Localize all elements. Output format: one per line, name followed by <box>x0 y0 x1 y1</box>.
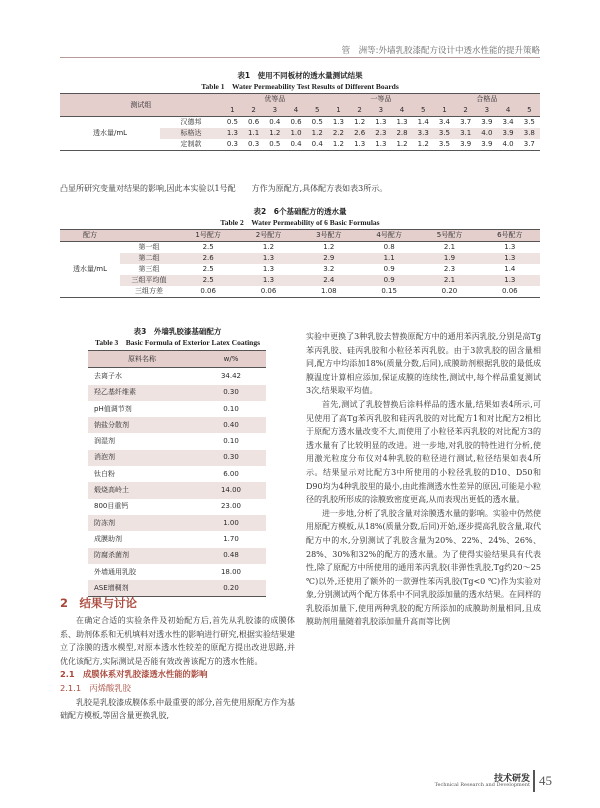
table1-index-cell: 4 <box>293 106 299 114</box>
table1-group-header: 一等品 <box>370 95 392 103</box>
table3 <box>88 350 266 597</box>
table3-row <box>88 531 266 547</box>
table2-value-cell: 2.4 <box>323 276 335 284</box>
table3-value-cell: 14.00 <box>220 486 242 495</box>
table3-value-cell: 1.70 <box>223 534 239 543</box>
table1-value-cell: 1.3 <box>354 140 366 148</box>
footer-divider <box>533 770 535 792</box>
table2-value-cell: 1.4 <box>504 265 516 273</box>
table3-material-cell: 润湿剂 <box>94 437 115 446</box>
table1-value-cell: 0.6 <box>248 118 260 126</box>
table1-value-cell: 0.4 <box>269 118 281 126</box>
table3-value-cell: 23.00 <box>220 502 242 511</box>
table1-value-cell: 3.5 <box>438 140 451 148</box>
table2-value-cell: 2.6 <box>202 254 214 262</box>
paragraph: 进一步地,分析了乳胶含量对涂膜透水量的影响。实验中仍然使用原配方模板,从18%(质量分数,后同)开始,逐步提高乳胶含量,取代配方中的水,分别测试了乳胶含量为20%、22%、24%、26%、28%、30%和32%的配方的透水量。为了使得实验结果具有代表性,除了原配方中所使用的通用苯丙乳胶(非弹性乳胶,Tg约20～25 ℃)以外,还使用了额外的一款弹性苯丙乳胶(Tg<0 ℃)作为实验对象,分别测试两个配方体系中不同乳胶添加量的透水结果。在同样的乳胶添加量下,使用两种乳胶的配方所添加的成膜助剂量相同,且成膜助剂用量随着乳胶添加量升高而等比例 <box>306 508 541 627</box>
table2-value-cell: 0.20 <box>441 287 458 295</box>
table1-row-label: 汉德邦 <box>180 118 202 126</box>
table2-value-cell: 0.06 <box>502 287 518 295</box>
table3-header-cell: 原料名称 <box>128 354 156 363</box>
table2-value-cell: 1.3 <box>262 254 275 262</box>
table1-value-cell: 2.3 <box>375 129 387 137</box>
table2-value-cell: 0.9 <box>383 276 395 284</box>
table1-index-cell: 1 <box>442 106 447 114</box>
table2-value-cell: 0.9 <box>383 265 395 273</box>
table3-value-cell: 18.00 <box>220 567 242 576</box>
table1-value-cell: 0.4 <box>290 140 302 148</box>
table1-value-cell: 2.6 <box>354 129 366 137</box>
table3-material-cell: 钠盐分散剂 <box>94 420 129 429</box>
table3-header-cell: w/% <box>223 354 239 363</box>
table2-value-cell: 0.8 <box>383 243 395 251</box>
table2-row-label: 三组方差 <box>135 287 163 295</box>
table1-value-cell: 3.9 <box>502 129 514 137</box>
table3-row <box>88 564 266 580</box>
table3-row <box>88 466 266 482</box>
table2-value-cell: 2.5 <box>202 243 214 251</box>
table1-value-cell: 3.1 <box>460 129 472 137</box>
table2-header-cell: 6号配方 <box>497 231 523 239</box>
table2-row-label: 第三组 <box>138 265 160 273</box>
table3-material-cell: ASE增稠剂 <box>94 583 129 592</box>
table2-value-cell: 2.9 <box>323 254 335 262</box>
table3-caption-zh: 表3 外墙乳胶漆基础配方 <box>133 327 222 336</box>
table3-row <box>88 385 266 401</box>
table1-value-cell: 1.2 <box>417 140 429 148</box>
table2-value-cell: 0.06 <box>260 287 277 295</box>
table2-value-cell: 1.3 <box>504 243 516 251</box>
table1-caption-zh: 表1 使用不同板材的透水量测试结果 <box>237 71 363 80</box>
table1-index-cell: 3 <box>378 106 384 114</box>
table1-value-cell: 3.9 <box>460 140 472 148</box>
table1-value-cell: 4.0 <box>502 140 514 148</box>
table1-value-cell: 3.7 <box>460 118 472 126</box>
table1-index-cell: 5 <box>314 106 320 114</box>
table3-value-cell: 6.00 <box>223 469 239 478</box>
subsection-title: 2.1 成膜体系对乳胶漆透水性能的影响 <box>60 669 208 680</box>
table2-header-cell: 配方 <box>83 231 97 239</box>
table1-index-cell: 5 <box>527 106 532 114</box>
table1-measure-label: 透水量/mL <box>93 129 128 137</box>
table3-value-cell: 0.30 <box>223 388 239 397</box>
table3-row <box>88 401 266 417</box>
table2-caption-en: Table 2 Water Permeability of 6 Basic Formulas <box>220 218 380 227</box>
table3-material-cell: 消泡剂 <box>94 453 115 462</box>
table1-group-header: 优等品 <box>264 95 286 103</box>
table2-caption-zh: 表2 6个基础配方的透水量 <box>253 207 347 216</box>
table3-value-cell: 0.10 <box>223 404 239 413</box>
table1-caption-en: Table 1 Water Permeability Test Results of Different Boards <box>201 82 399 91</box>
table2-value-cell: 1.9 <box>443 254 456 262</box>
table3-row <box>88 368 266 385</box>
table3-row <box>88 499 266 515</box>
footer-brand: 技术研发 <box>493 774 530 784</box>
table2-header-cell: 3号配方 <box>316 231 342 239</box>
table3-material-cell: 防腐杀菌剂 <box>94 551 129 560</box>
table1-value-cell: 3.9 <box>481 118 493 126</box>
table2-value-cell: 2.1 <box>443 243 456 251</box>
table2-measure-label: 透水量/mL <box>72 265 108 273</box>
table1-value-cell: 2.8 <box>396 129 408 137</box>
paragraph: 乳胶是乳胶漆成膜体系中最重要的部分,首先使用原配方作为基础配方模板,等固含量更换乳胶, <box>60 697 295 721</box>
table1-value-cell: 0.5 <box>269 140 281 148</box>
table2-value-cell: 2.3 <box>443 265 456 273</box>
page-number: 45 <box>539 773 552 788</box>
table2-row-label: 第二组 <box>138 254 160 262</box>
table1-value-cell: 1.2 <box>396 140 408 148</box>
table1-value-cell: 0.6 <box>290 118 302 126</box>
table1-value-cell: 1.2 <box>269 129 281 137</box>
table2-value-cell: 1.2 <box>262 243 275 251</box>
paragraph: 实验中更换了3种乳胶去替换原配方中的通用苯丙乳胶,分别是高Tg苯丙乳胶、硅丙乳胶和小粒径苯丙乳胶。由于3款乳胶的固含量相同,配方中均添加18%(质量分数,后同),成膜助剂根据乳胶的最低成膜温度计算相应添加,保证成膜的连续性,测试中,每个样品重复测试3次,结果取平均值。 <box>306 332 541 396</box>
table2-value-cell: 1.1 <box>383 254 395 262</box>
table2 <box>60 229 540 298</box>
table2-value-cell: 2.1 <box>443 276 456 284</box>
table1 <box>60 93 540 151</box>
table3-material-cell: 钛白粉 <box>94 469 115 478</box>
table1-value-cell: 3.5 <box>523 118 535 126</box>
table1-index-cell: 4 <box>399 106 405 114</box>
table1-index-cell: 5 <box>421 106 426 114</box>
table3-material-cell: 羟乙基纤维素 <box>94 388 136 397</box>
table3-row <box>88 482 266 498</box>
table2-value-cell: 2.5 <box>202 276 214 284</box>
table1-value-cell: 1.3 <box>375 118 387 126</box>
paragraph: 在确定合适的实验条件及初始配方后,首先从乳胶漆的成膜体系、助剂体系和无机填料对透水性的影响进行研究,根据实验结果建立了涂膜的透水模型,对原本透水性较差的原配方提出改进思路,并优化该配方,实际测试是否能有效改善该配方的透水性能。 <box>60 616 295 666</box>
table1-index-cell: 2 <box>463 106 468 114</box>
table2-value-cell: 1.2 <box>323 243 335 251</box>
table3-row <box>88 548 266 564</box>
table2-value-cell: 1.08 <box>321 287 337 295</box>
table1-row-label: 标格达 <box>180 129 202 137</box>
table1-value-cell: 3.4 <box>438 118 451 126</box>
table3-value-cell: 0.20 <box>223 583 239 592</box>
section-title: 2 结果与讨论 <box>60 596 138 610</box>
table1-value-cell: 3.7 <box>523 140 535 148</box>
table1-value-cell: 3.3 <box>417 129 429 137</box>
header-rule <box>60 57 540 58</box>
table3-value-cell: 34.42 <box>220 371 242 380</box>
table1-value-cell: 1.3 <box>332 118 344 126</box>
table2-header-cell <box>120 230 178 242</box>
table1-value-cell: 1.1 <box>248 129 260 137</box>
text-line: 凸显所研究变量对结果的影响,因此本实验以1号配 方作为原配方,具体配方表如表3所示。 <box>60 184 388 193</box>
table1-value-cell: 1.4 <box>417 118 429 126</box>
table2-header-cell: 5号配方 <box>436 231 463 239</box>
table1-value-cell: 1.2 <box>311 129 323 137</box>
table3-value-cell: 0.40 <box>223 420 239 429</box>
table1-value-cell: 4.0 <box>481 129 493 137</box>
table3-material-cell: 外墙通用乳胶 <box>94 567 136 576</box>
table3-material-cell: pH值调节剂 <box>94 404 132 413</box>
table3-material-cell: 成膜助剂 <box>94 534 122 543</box>
table1-index-cell: 3 <box>484 106 490 114</box>
table3-row <box>88 417 266 433</box>
table1-value-cell: 0.4 <box>311 140 323 148</box>
table1-value-cell: 0.5 <box>311 118 323 126</box>
right-column <box>306 330 541 629</box>
table2-value-cell: 0.15 <box>381 287 397 295</box>
table1-row-label: 定制款 <box>180 140 202 148</box>
table2-value-cell: 3.2 <box>323 265 335 273</box>
table3-value-cell: 0.30 <box>223 453 239 462</box>
table1-value-cell: 0.3 <box>226 140 238 148</box>
table2-header-cell: 1号配方 <box>195 231 221 239</box>
table3-material-cell: 800目重钙 <box>94 502 129 511</box>
table2-row-label: 第一组 <box>138 243 160 251</box>
left-column <box>60 594 295 723</box>
table1-index-cell: 3 <box>272 106 278 114</box>
table3-material-cell: 去离子水 <box>94 371 122 380</box>
table3-row <box>88 450 266 466</box>
table2-value-cell: 0.06 <box>200 287 216 295</box>
table1-index-cell: 4 <box>505 106 511 114</box>
subsubsection-title: 2.1.1 丙烯酸乳胶 <box>60 682 131 693</box>
table1-value-cell: 0.3 <box>248 140 260 148</box>
table1-index-cell: 1 <box>336 106 341 114</box>
table2-value-cell: 1.3 <box>504 254 516 262</box>
table1-index-cell: 2 <box>357 106 362 114</box>
table1-value-cell: 3.8 <box>523 129 535 137</box>
table3-value-cell: 1.00 <box>223 518 239 527</box>
paragraph: 首先,测试了乳胶替换后涂料样品的透水量,结果如表4所示,可见使用了高Tg苯丙乳胶和硅丙乳胶的对比配方1和对比配方2相比于原配方透水量改变不大,而使用了小粒径苯丙乳胶的对比配方3的透水量有了比较明显的改进。进一步地,对乳胶的特性进行分析,使用激光粒度分布仪对4种乳胶的粒径进行测试,粒径结果如表4所示。结果显示对比配方3中所使用的小粒径乳胶的D10、D50和D90均为4种乳胶里的最小,由此推测透水性差异的原因,可能是小粒径的乳胶所形成的涂膜致密度更高,从而表现出更低的透水量。 <box>306 399 541 505</box>
table2-value-cell: 2.5 <box>202 265 214 273</box>
table1-index-cell: 1 <box>230 106 235 114</box>
table2-header-cell: 2号配方 <box>255 231 282 239</box>
table1-value-cell: 1.0 <box>290 129 302 137</box>
table1-value-cell: 1.3 <box>226 129 238 137</box>
table1-value-cell: 1.2 <box>332 140 344 148</box>
table1-group-header: 合格品 <box>476 95 498 103</box>
table2-value-cell: 1.3 <box>504 276 516 284</box>
table3-row <box>88 515 266 531</box>
table3-material-cell: 煅烧高岭土 <box>94 486 129 495</box>
table3-value-cell: 0.48 <box>223 551 239 560</box>
table1-value-cell: 2.2 <box>332 129 344 137</box>
table3-caption-en: Table 3 Basic Formula of Exterior Latex Coatings <box>95 338 260 347</box>
table3-material-cell: 防冻剂 <box>94 518 115 527</box>
table2-row-label: 三组平均值 <box>131 276 167 284</box>
table1-value-cell: 1.2 <box>354 118 366 126</box>
table2-value-cell: 1.3 <box>262 276 275 284</box>
table1-value-cell: 3.9 <box>481 140 493 148</box>
table1-value-cell: 1.3 <box>396 118 408 126</box>
table2-header-cell: 4号配方 <box>376 231 402 239</box>
table1-row-header: 测试组 <box>130 100 152 109</box>
table1-value-cell: 3.5 <box>438 129 451 137</box>
table2-value-cell: 1.3 <box>262 265 275 273</box>
table3-value-cell: 0.10 <box>223 437 239 446</box>
table1-value-cell: 3.4 <box>502 118 514 126</box>
footer-brand-en: Technical Research and Development <box>434 782 530 788</box>
table1-value-cell: 0.5 <box>226 118 238 126</box>
table3-row <box>88 433 266 449</box>
table1-index-cell: 2 <box>251 106 256 114</box>
table1-value-cell: 1.3 <box>375 140 387 148</box>
running-title: 管 洲等:外墙乳胶漆配方设计中透水性能的提升策略 <box>341 46 540 56</box>
